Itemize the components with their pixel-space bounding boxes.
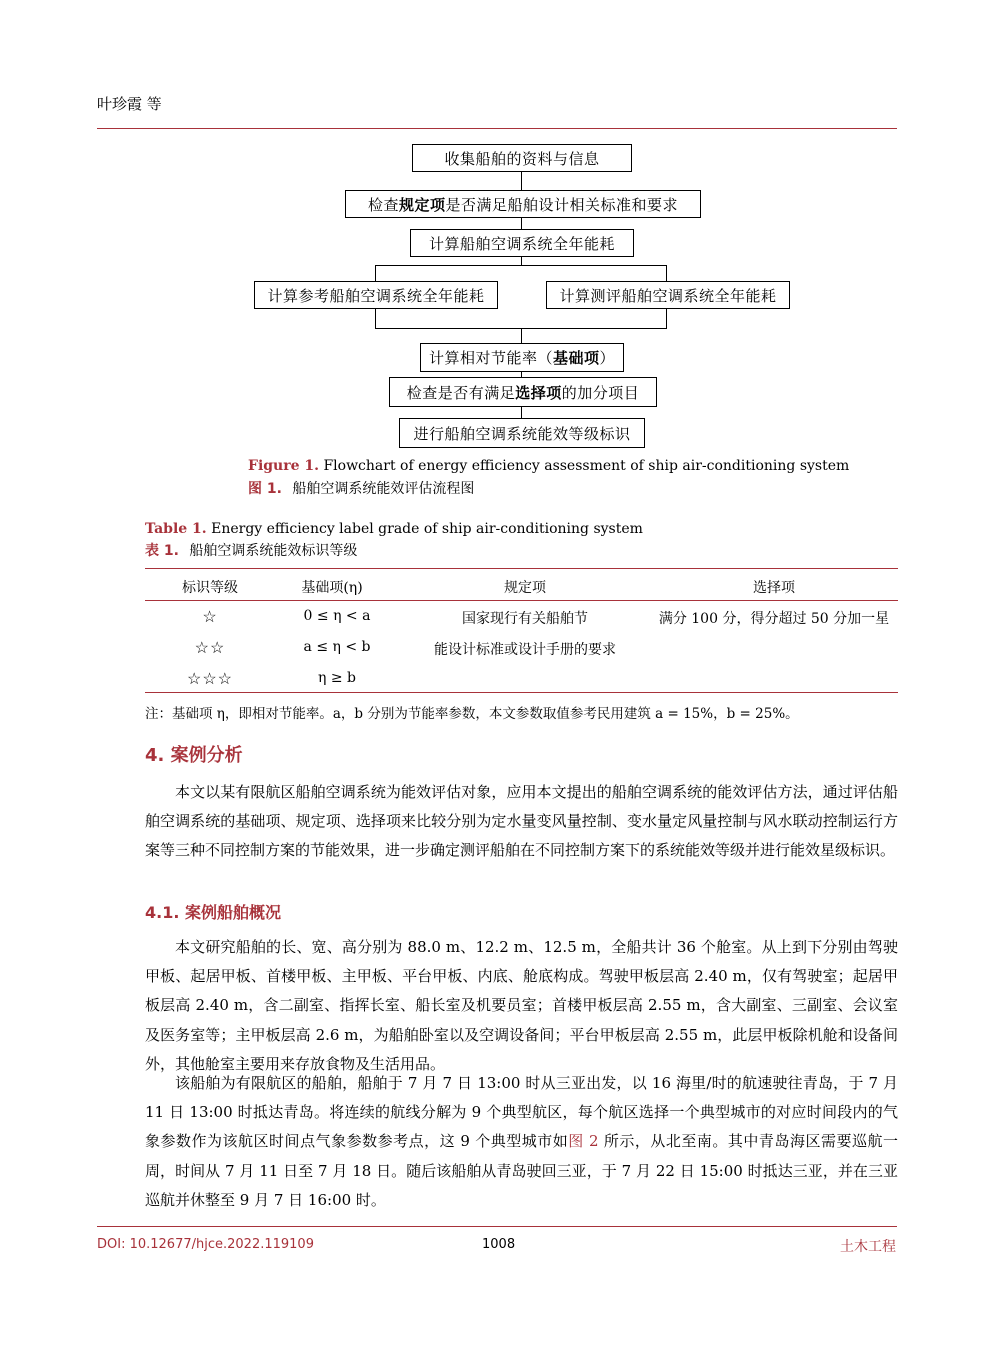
table-bottom-rule: [145, 692, 898, 693]
flow-step-check-optional-post: 的加分项目: [561, 383, 640, 402]
table-note: 注：基础项 η，即相对节能率。a，b 分别为节能率参数，本文参数取值参考民用建筑 a = 15%，b = 25%。: [145, 706, 799, 722]
flow-step-check-mandatory-bold: 规定项: [398, 195, 446, 214]
flow-step-check-mandatory: [345, 190, 701, 218]
flow-step-label-grade: [399, 418, 645, 448]
connector: [521, 328, 522, 343]
journal-name: 土木工程: [840, 1239, 896, 1255]
flow-step-label-grade-label: 进行船舶空调系统能效等级标识: [413, 424, 631, 443]
connector: [666, 265, 667, 281]
table-cell-mandatory: 国家现行有关船舶节: [462, 611, 588, 627]
connector: [521, 171, 522, 190]
flow-step-assessed-ship-label: 计算测评船舶空调系统全年能耗: [559, 286, 777, 305]
flow-step-relative-saving-bold: 基础项: [552, 349, 600, 367]
page-number: 1008: [482, 1237, 516, 1252]
flow-step-assessed-ship: [546, 281, 790, 309]
connector-branch: [375, 265, 667, 266]
table-cell-basic: η ≥ b: [318, 670, 356, 686]
paragraph-text: 该船舶为有限航区的船舶，船舶于 7 月 7 日 13:00 时从三亚出发，以 16 海里/时的航速驶往青岛，于 7 月 11 日 13:00 时抵达青岛。将连续的航线分解为 9 个典型航区，每个航区选择一个典型城市的对应时间段内的气象参数作为该航区时间点气象参数参考点，这 9 个典型城市如: [145, 1074, 898, 1151]
flow-step-relative-saving-pre: 计算相对节能率（: [428, 349, 553, 367]
figure-caption-text-en: Flowchart of energy efficiency assessment of ship air-conditioning system: [323, 458, 850, 474]
flow-step-relative-saving-post: ）: [599, 349, 616, 367]
figure-caption-text-zh: 船舶空调系统能效评估流程图: [292, 481, 475, 497]
table-header-cell: 基础项(η): [301, 580, 363, 596]
table-top-rule: [145, 568, 898, 569]
table-cell-basic: a ≤ η < b: [303, 639, 371, 655]
table-cell-basic: 0 ≤ η < a: [303, 608, 371, 624]
connector: [375, 308, 376, 329]
paragraph: 本文以某有限航区船舶空调系统为能效评估对象，应用本文提出的船舶空调系统的能效评估方法，通过评估船舶空调系统的基础项、规定项、选择项来比较分别为定水量变风量控制、变水量定风量控制与风水联动控制运行方案等三种不同控制方案的节能效果，进一步确定测评船舶在不同控制方案下的系统能效等级并进行能效星级标识。: [145, 783, 898, 860]
footer-divider: [97, 1226, 897, 1227]
figure-caption-en: [248, 458, 849, 474]
flow-step-annual-energy-label: 计算船舶空调系统全年能耗: [428, 234, 615, 253]
connector: [375, 265, 376, 281]
header-divider: [97, 128, 897, 129]
flow-step-annual-energy: [410, 229, 634, 257]
figure-label-en: Figure 1.: [248, 458, 319, 474]
paragraph: 本文研究船舶的长、宽、高分别为 88.0 m、12.2 m、12.5 m，全船共计 36 个舱室。从上到下分别由驾驶甲板、起居甲板、首楼甲板、主甲板、平台甲板、内底、舱底构成。驾驶甲板层高 2.40 m，仅有驾驶室；起居甲板层高 2.40 m，含二副室、指挥长室、船长室及机要员室；首楼甲板层高 2.55 m，含大副室、三副室、会议室及医务室等；主甲板层高 2.6 m，为船舶卧室以及空调设备间；平台甲板层高 2.55 m，此层甲板除机舱和设备间外，其他舱室主要用来存放食物及生活用品。: [145, 938, 898, 1073]
flow-step-collect: [412, 144, 632, 172]
table-label-en: Table 1.: [145, 521, 207, 537]
paragraph-text: 所示，从北至南。其中青岛海区需要巡航一周，时间从 7 月 11 日至 7 月 18 日。随后该船舶从青岛驶回三亚，于 7 月 22 日 15:00 时抵达三亚，并在三亚巡航并休整至 9 月 7 日 16:00 时。: [145, 1132, 898, 1209]
figure-2-link[interactable]: 图 2: [568, 1132, 599, 1151]
flow-step-check-optional: [389, 377, 657, 407]
table-cell-grade: ☆: [202, 607, 218, 626]
flow-step-collect-label: 收集船舶的资料与信息: [444, 149, 600, 168]
table-cell-grade: ☆☆☆: [186, 669, 234, 688]
table-caption-en: [145, 521, 643, 537]
table-cell-mandatory: 能设计标准或设计手册的要求: [434, 642, 616, 658]
footer-doi[interactable]: DOI: 10.12677/hjce.2022.119109: [97, 1237, 314, 1252]
connector: [666, 308, 667, 329]
connector: [521, 406, 522, 418]
flow-step-relative-saving: [420, 343, 624, 372]
flow-step-check-mandatory-pre: 检查: [367, 195, 399, 214]
flow-step-check-optional-bold: 选择项: [515, 383, 562, 402]
flow-step-reference-ship-label: 计算参考船舶空调系统全年能耗: [267, 286, 485, 305]
table-caption-text-en: Energy efficiency label grade of ship air-conditioning system: [211, 521, 643, 537]
subsection-heading: 4.1. 案例船舶概况: [145, 903, 281, 922]
flow-step-reference-ship: [254, 281, 498, 309]
paragraph: [145, 1069, 898, 1215]
table-header-cell: 标识等级: [182, 580, 238, 596]
figure-caption-zh: [248, 478, 474, 498]
section-heading: 4. 案例分析: [145, 745, 243, 766]
table-caption-zh: [145, 540, 357, 560]
running-head-author: 叶珍霞 等: [97, 95, 162, 113]
flow-step-check-optional-pre: 检查是否有满足: [406, 383, 516, 402]
table-caption-text-zh: 船舶空调系统能效标识等级: [189, 543, 358, 559]
table-header-cell: 规定项: [504, 580, 546, 596]
figure-label-zh: 图 1.: [248, 481, 282, 497]
table-label-zh: 表 1.: [145, 543, 179, 559]
table-cell-optional: 满分 100 分，得分超过 50 分加一星: [658, 611, 890, 627]
table-cell-grade: ☆☆: [194, 638, 226, 657]
table-header-cell: 选择项: [753, 580, 795, 596]
table-header-rule: [145, 600, 898, 601]
flow-step-check-mandatory-post: 是否满足船舶设计相关标准和要求: [445, 195, 679, 214]
